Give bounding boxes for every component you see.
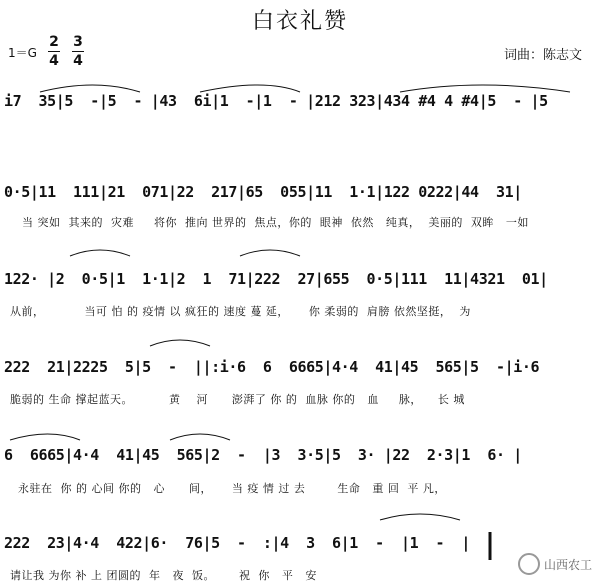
- key-signature: 1＝G: [8, 46, 37, 60]
- lyrics-row: 脆弱的 生命 撑起蓝天。 黄 河 澎湃了 你 的 血脉 你的 血 脉， 长 城: [10, 393, 465, 406]
- lyricist-composer-credit: 词曲：陈志文: [503, 48, 582, 63]
- watermark-text: 山西农工: [543, 557, 592, 572]
- notation-row: 122· |2 0·5|1 1·1|2 1 71|222 27|655 0·5|111 11|4321 01|: [4, 270, 548, 288]
- time-sig-bottom: 4: [49, 53, 59, 69]
- song-title: 白衣礼赞: [251, 9, 348, 34]
- notation-row: 222 23|4·4 422|6· 76|5 - :|4 3 6|1 - |1 - |: [4, 534, 471, 552]
- time-sig-top: 2: [49, 34, 59, 50]
- notation-row: 222 21|2225 5|5 - ||:i·6 6 6665|4·4 41|45 565|5 -|i·6: [4, 358, 540, 376]
- notation-row: 6 6665|4·4 41|45 565|2 - |3 3·5|5 3· |22 2·3|1 6· |: [4, 446, 522, 464]
- watermark-logo: [518, 553, 592, 575]
- lyrics-row: 永驻在 你 的 心间 你的 心 间， 当 疫 情 过 去 生命 重 回 平 凡，: [10, 482, 446, 495]
- notation-row: i7 35|5 -|5 - |43 6i|1 -|1 - |212 323|434 #4 4 #4|5 - |5: [4, 92, 548, 110]
- time-sig-top: 3: [73, 34, 83, 50]
- notation-row: 0·5|11 111|21 071|22 217|65 055|11 1·1|122 0222|44 31|: [4, 183, 522, 201]
- lyrics-row: 从前， 当可 怕 的 疫情 以 疯狂的 速度 蔓 延， 你 柔弱的 肩膀 依然坚挺， 为: [10, 305, 471, 318]
- lyrics-row: 请让我 为你 补 上 团圆的 年 夜 饭。 祝 你 平 安: [10, 569, 317, 582]
- time-sig-bottom: 4: [73, 53, 83, 69]
- lyrics-row: 当 突如 其来的 灾难 将你 推向 世界的 焦点，你的 眼神 依然 纯真， 美丽的 双眸 一如: [10, 216, 529, 229]
- wechat-icon: [518, 553, 540, 575]
